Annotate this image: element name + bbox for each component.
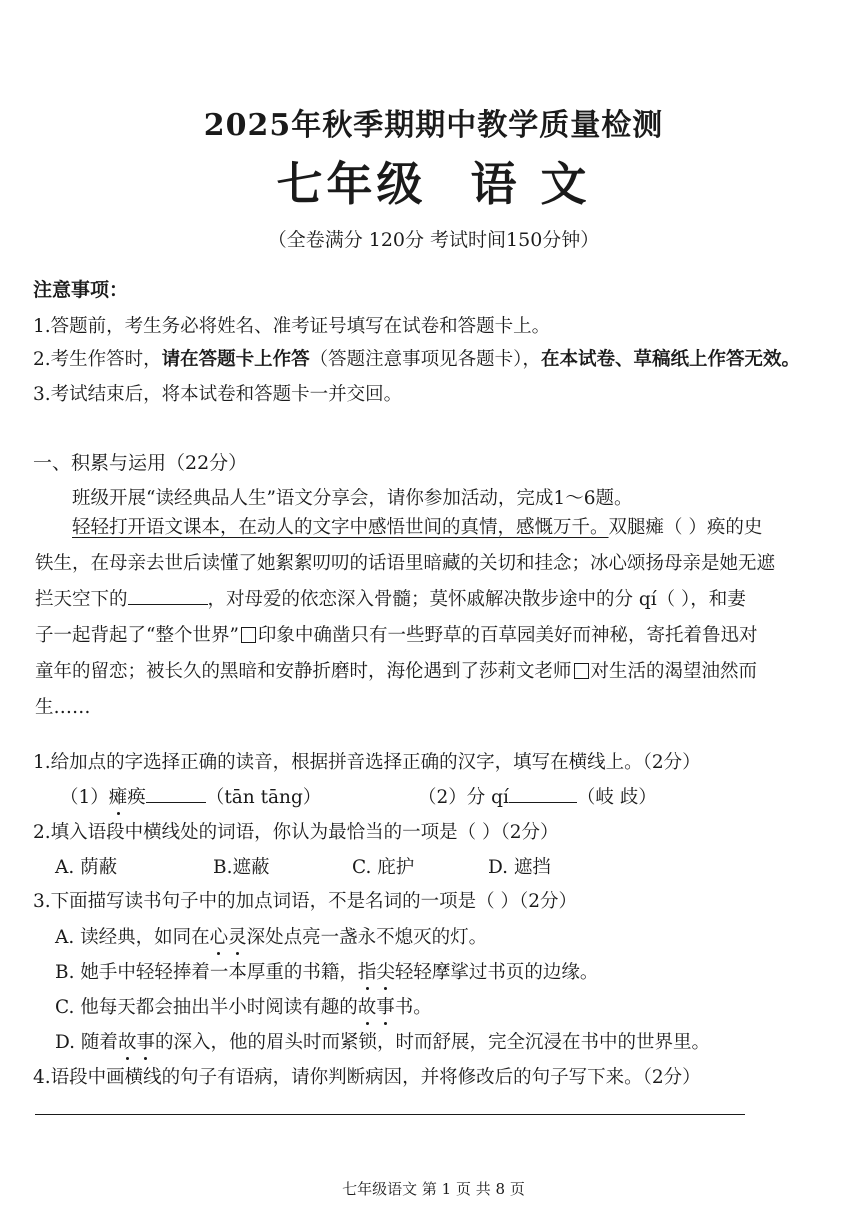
notice-heading: 注意事项：: [33, 279, 129, 301]
question-2-option-a: A. 荫蔽: [55, 857, 118, 878]
passage-line-6: 生……: [35, 697, 91, 718]
passage-line-3: 拦天空下的 ，对母爱的依恋深入骨髓；莫怀戚解决散步途中的分 qí（ ），和妻: [35, 582, 813, 618]
underlined-sentence: 轻轻打开语文课本，在动人的文字中感悟世间的真情，感慨万千。: [72, 517, 609, 538]
question-3-option-d: D. 随着故事的深入，他的眉头时而紧锁，时而舒展，完全沉浸在书中的世界里。: [55, 1028, 710, 1054]
notice-item-1: 1.答题前，考生务必将姓名、准考证号填写在试卷和答题卡上。: [33, 316, 551, 337]
fill-blank: [128, 586, 208, 605]
question-4-stem: 4.语段中画横线的句子有语病，请你判断病因，并将修改后的句子写下来。（2分）: [33, 1067, 701, 1088]
question-3-stem: 3.下面描写读书句子中的加点词语，不是名词的一项是（ ）（2分）: [33, 891, 578, 912]
answer-blank: [509, 784, 577, 803]
question-3-option-b: B. 她手中轻轻捧着一本厚重的书籍，指尖轻轻摩挲过书页的边缘。: [55, 958, 598, 984]
score-note: （全卷满分 120分 考试时间150分钟）: [267, 229, 600, 251]
passage-line-2: 铁生，在母亲去世后读懂了她絮絮叨叨的话语里暗藏的关切和挂念；冰心颂扬母亲是她无遮: [35, 553, 776, 574]
dotted-char: 瘫: [646, 510, 665, 546]
question-1-part-2: （2）分 qí （岐 歧）: [418, 783, 657, 809]
notice-item-2: 2.考生作答时，请在答题卡上作答（答题注意事项见各题卡），在本试卷、草稿纸上作答无效。: [33, 349, 800, 370]
punctuation-box: [574, 663, 589, 679]
subject-label: 语 文: [470, 157, 591, 211]
question-1-part-1: （1）瘫痪 （tān tāng）: [60, 783, 321, 809]
passage-line-4: 子一起背起了“整个世界” 印象中确凿只有一些野草的百草园美好而神秘，寄托着鲁迅对: [35, 618, 813, 654]
question-3-option-c: C. 他每天都会抽出半小时阅读有趣的故事书。: [55, 993, 432, 1019]
page-footer: 七年级语文 第 1 页 共 8 页: [342, 1180, 525, 1198]
notice-item-3: 3.考试结束后，将本试卷和答题卡一并交回。: [33, 384, 403, 405]
section-intro: 班级开展“读经典品人生”语文分享会，请你参加活动，完成1～6题。: [72, 488, 633, 509]
question-2-option-c: C. 庇护: [352, 857, 415, 878]
answer-blank: [146, 784, 206, 803]
exam-title: 2025年秋季期期中教学质量检测: [203, 108, 664, 143]
punctuation-box: [241, 627, 256, 643]
answer-line: [35, 1114, 745, 1115]
passage-line-1: 轻轻打开语文课本，在动人的文字中感悟世间的真情，感慨万千。双腿瘫（ ）痪的史: [35, 510, 813, 546]
reading-passage: [35, 510, 813, 726]
question-2-option-b: B.遮蔽: [213, 857, 270, 878]
question-3-option-a: A. 读经典，如同在心灵深处点亮一盏永不熄灭的灯。: [55, 923, 487, 949]
subject-title: [0, 148, 867, 214]
question-1-stem: 1.给加点的字选择正确的读音，根据拼音选择正确的汉字，填写在横线上。（2分）: [33, 752, 701, 773]
question-2-stem: 2.填入语段中横线处的词语，你认为最恰当的一项是（ ）（2分）: [33, 822, 559, 843]
passage-line-5: 童年的留恋；被长久的黑暗和安静折磨时，海伦遇到了莎莉文老师 对生活的渴望油然而: [35, 661, 758, 682]
grade-label: 七年级: [276, 157, 427, 211]
question-2-option-d: D. 遮挡: [488, 857, 551, 878]
section-heading: 一、积累与运用（22分）: [33, 452, 248, 474]
